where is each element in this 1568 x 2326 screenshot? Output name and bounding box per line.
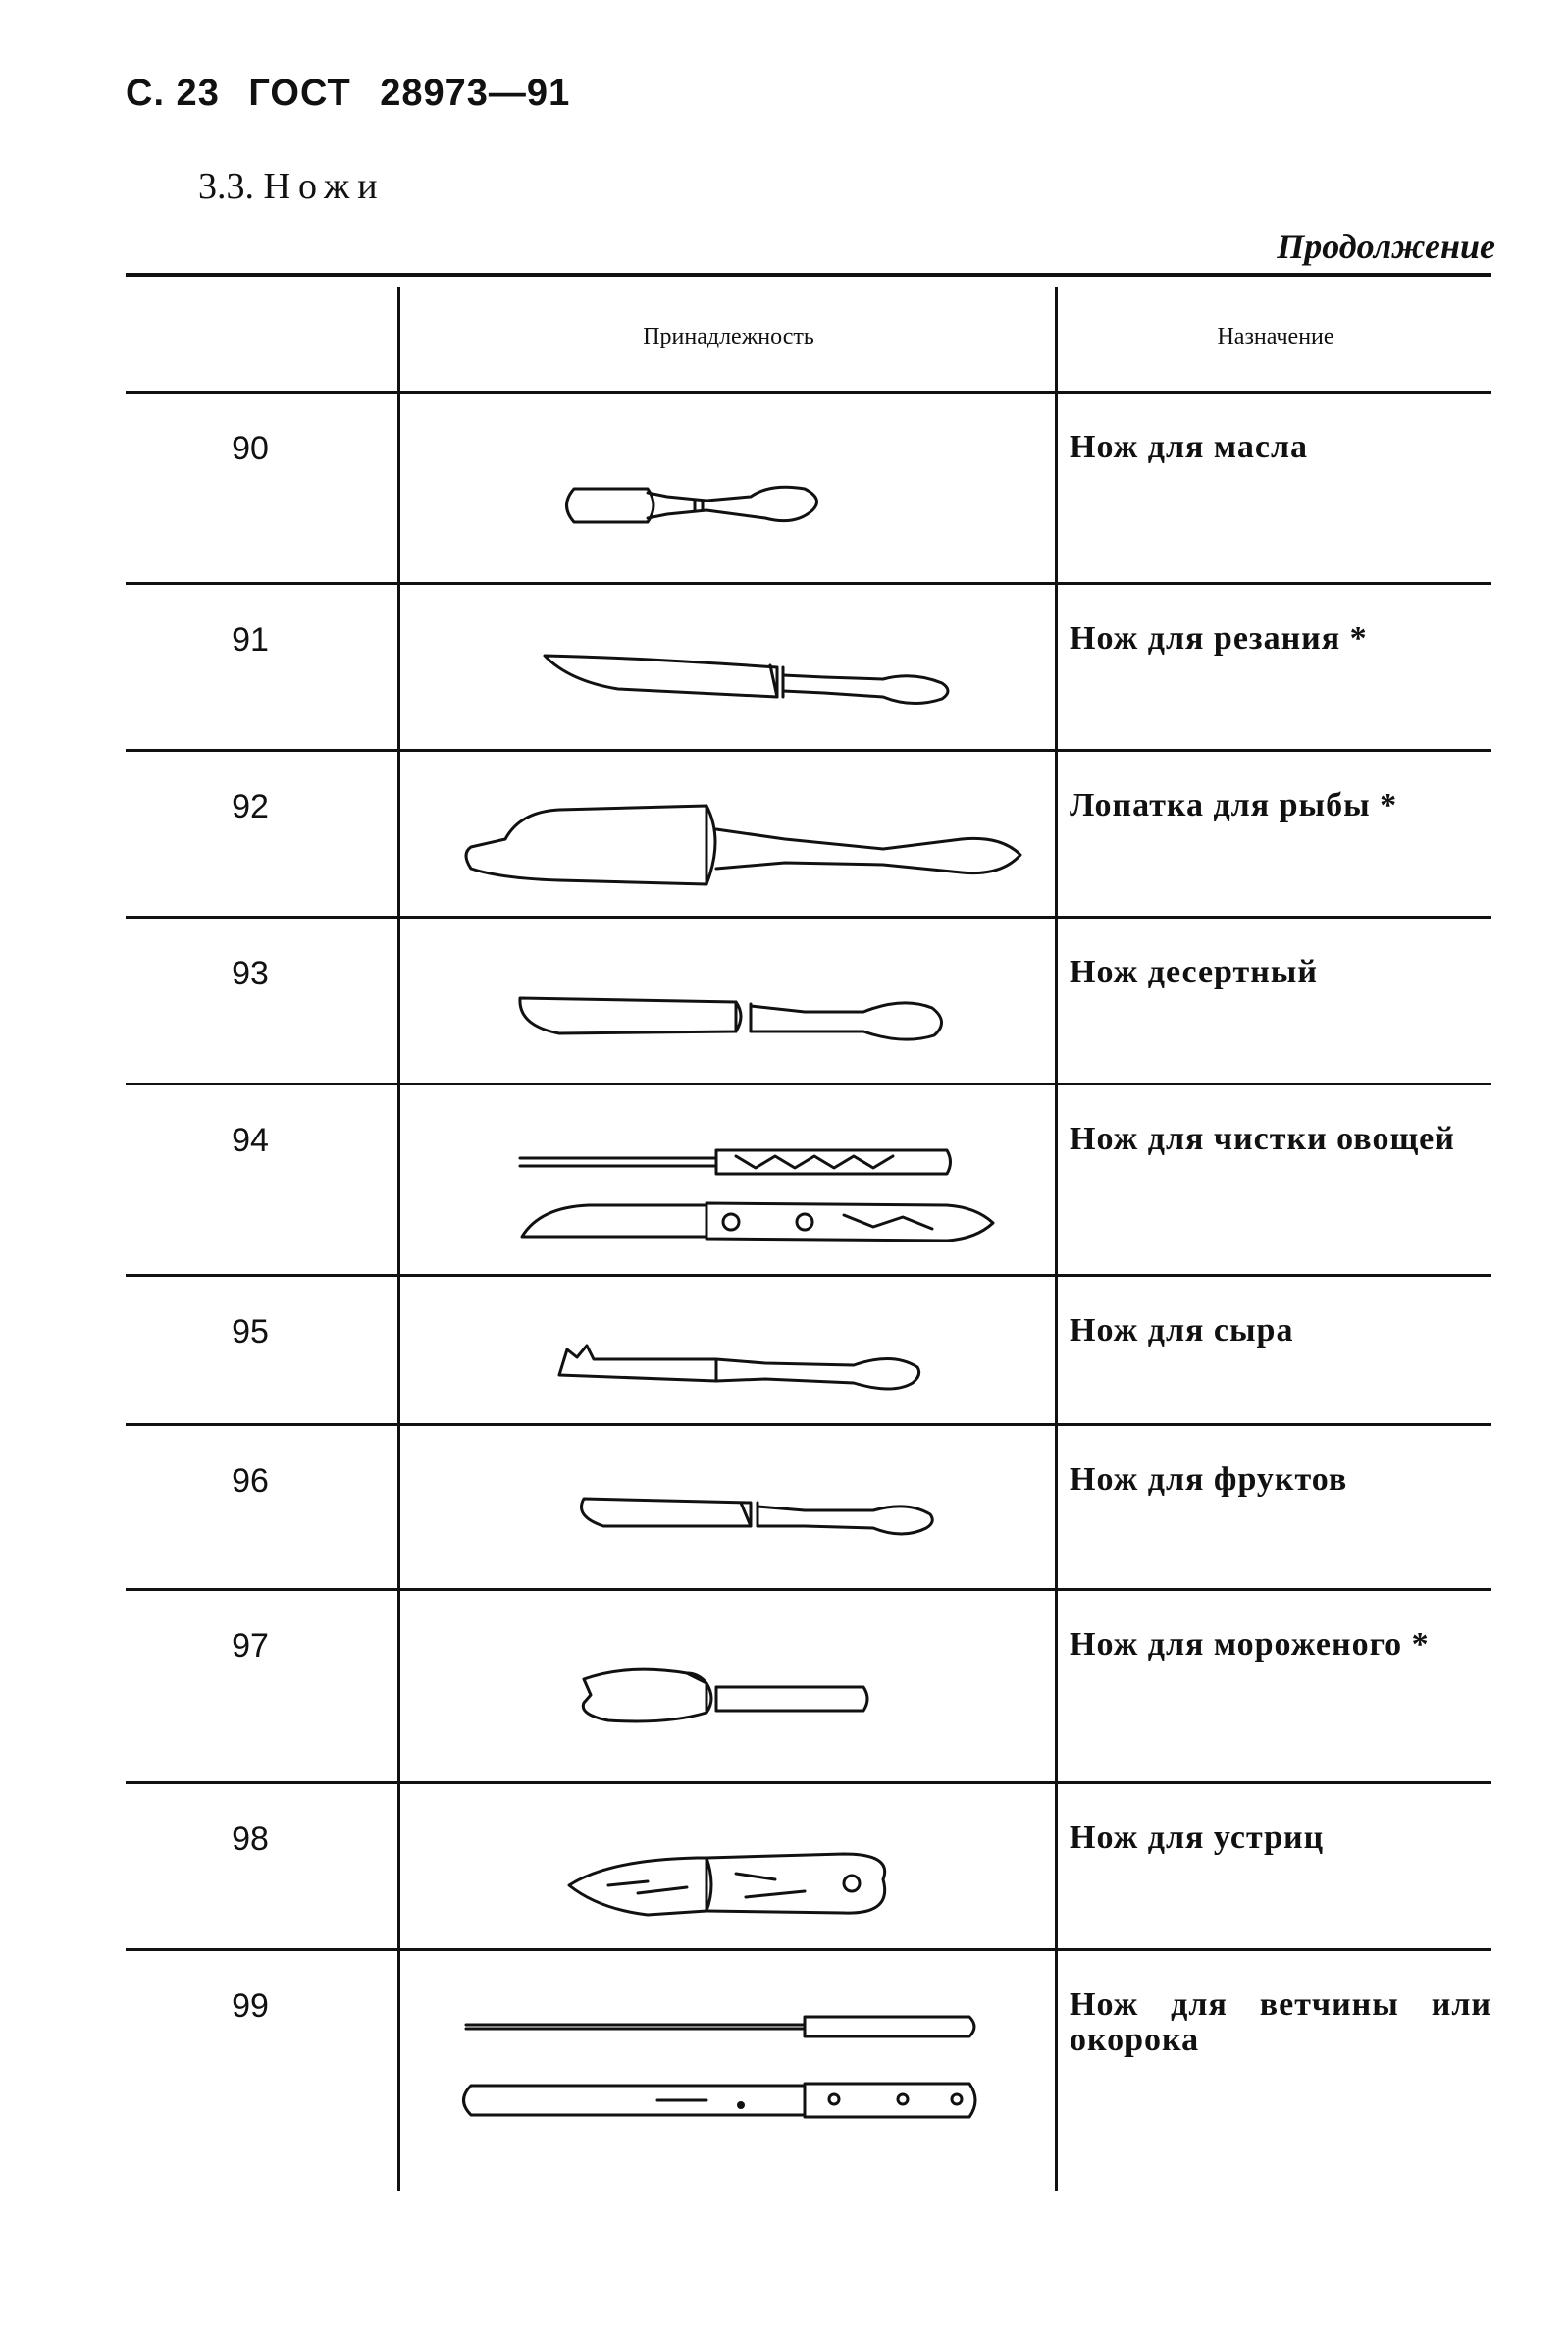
row-separator <box>126 749 1491 752</box>
row-separator <box>126 1274 1491 1277</box>
section-title <box>198 165 386 208</box>
row-separator <box>126 1948 1491 1951</box>
row-purpose: Нож для мороженого * <box>1070 1626 1430 1663</box>
column-header-purpose: Назначение <box>1217 324 1334 349</box>
row-purpose: Нож десертный <box>1070 954 1318 990</box>
continuation-label: Продолжение <box>1277 227 1495 266</box>
standard-name: ГОСТ <box>248 73 351 114</box>
row-purpose: Нож для чистки овощей <box>1070 1121 1455 1157</box>
row-number: 93 <box>232 955 269 992</box>
row-number: 97 <box>232 1627 269 1665</box>
row-number: 98 <box>232 1821 269 1858</box>
column-header-accessory: Принадлежность <box>643 324 814 349</box>
row-separator <box>126 582 1491 585</box>
row-separator <box>126 1588 1491 1591</box>
cutting-knife-icon <box>412 638 1040 726</box>
row-separator <box>126 1423 1491 1426</box>
row-number: 96 <box>232 1462 269 1500</box>
section-number: 3.3. <box>198 166 254 207</box>
ham-knives-icon <box>412 1997 1040 2135</box>
page-label: С. 23 <box>126 73 220 114</box>
column-divider-1 <box>397 287 400 2191</box>
page-header <box>126 73 588 115</box>
row-number: 99 <box>232 1987 269 2025</box>
table-top-rule <box>126 273 1491 277</box>
row-purpose: Нож для резания * <box>1070 620 1368 657</box>
row-separator <box>126 391 1491 394</box>
row-number: 90 <box>232 430 269 467</box>
standard-number: 28973—91 <box>380 73 571 114</box>
section-name: Ножи <box>263 166 386 207</box>
row-purpose: Нож для устриц <box>1070 1820 1325 1856</box>
butter-knife-icon <box>412 461 1040 550</box>
row-purpose: Нож для масла <box>1070 429 1309 465</box>
row-separator <box>126 916 1491 919</box>
cheese-knife-icon <box>412 1330 1040 1408</box>
row-purpose: Нож для сыра <box>1070 1312 1294 1348</box>
column-divider-2 <box>1055 287 1058 2191</box>
row-number: 94 <box>232 1122 269 1159</box>
ice-cream-knife-icon <box>412 1644 1040 1752</box>
row-purpose: Нож для фруктов <box>1070 1461 1348 1498</box>
row-separator <box>126 1083 1491 1085</box>
row-purpose: Нож для ветчины или окорока <box>1070 1986 1491 2058</box>
fruit-knife-icon <box>412 1477 1040 1556</box>
dessert-knife-icon <box>412 977 1040 1065</box>
row-separator <box>126 1781 1491 1784</box>
oyster-knife-icon <box>412 1830 1040 1938</box>
row-number: 95 <box>232 1313 269 1350</box>
row-number: 91 <box>232 621 269 659</box>
row-number: 92 <box>232 788 269 825</box>
row-purpose: Лопатка для рыбы * <box>1070 787 1398 823</box>
fish-spatula-icon <box>412 800 1040 908</box>
vegetable-knives-icon <box>412 1129 1040 1266</box>
